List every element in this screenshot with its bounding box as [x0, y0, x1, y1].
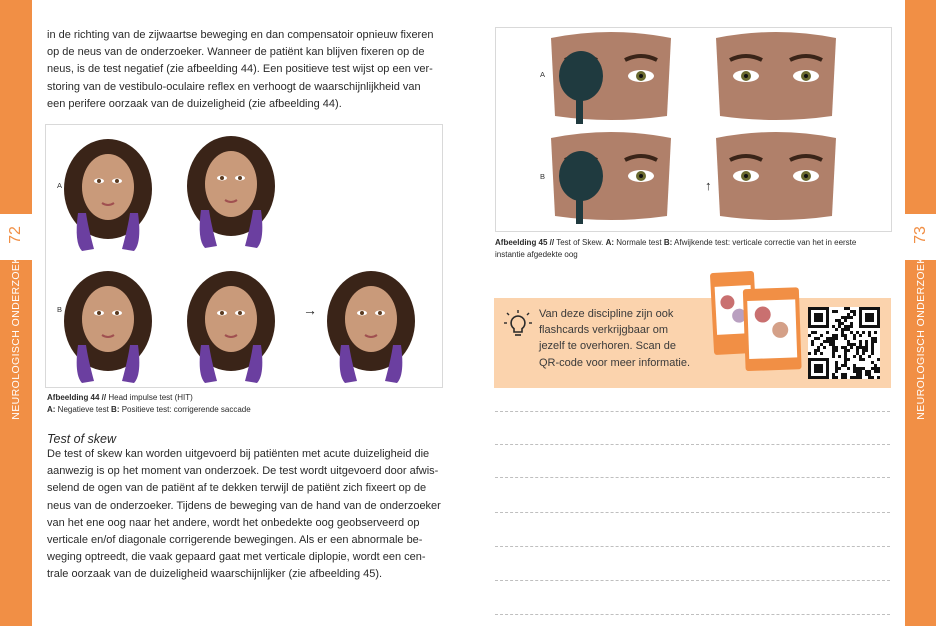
face-b1 — [64, 271, 152, 383]
eyes-b2 — [716, 132, 836, 220]
figure-44-caption: Afbeelding 44 // Head impulse test (HIT) A: Negatieve test B: Positieve test: corrigerende saccade — [47, 393, 251, 414]
left-side-bar — [0, 0, 32, 626]
qr-code[interactable] — [808, 307, 880, 379]
face-a1 — [64, 139, 152, 251]
figure-44-row-b-label: B — [57, 305, 63, 314]
figure-45-illustration — [496, 28, 891, 231]
face-a2 — [187, 136, 275, 248]
figure-45-row-a-label: A — [540, 70, 546, 79]
face-b2 — [187, 271, 275, 383]
figure-44-illustration — [46, 125, 442, 387]
figure-44-row-a-label: A — [57, 181, 63, 190]
note-line — [495, 411, 890, 412]
face-b3 — [327, 271, 415, 383]
chapter-tab-right: NEUROLOGISCH ONDERZOEK — [914, 256, 927, 420]
flashcards-info-text: Van deze discipline zijn ook flashcards verkrijgbaar om jezelf te overhoren. Scan de QR-code voor meer informatie. — [539, 308, 690, 369]
page-number-right: 73 — [911, 226, 929, 244]
flashcard-back — [743, 287, 802, 371]
figure-44-arrow: → — [303, 302, 317, 318]
note-line — [495, 477, 890, 478]
lightbulb-icon — [504, 310, 532, 338]
figure-45-caption: Afbeelding 45 // Test of Skew. A: Normale test B: Afwijkende test: verticale correctie van het in eerste instantie afgedekte oog — [495, 238, 857, 259]
eyes-a2 — [716, 32, 836, 120]
page-number-left: 72 — [6, 226, 24, 244]
section-heading: Test of skew — [47, 432, 117, 446]
figure-45-arrow: ↑ — [705, 178, 712, 193]
right-side-bar — [905, 0, 936, 626]
figure-45-test-of-skew — [495, 27, 892, 232]
note-line — [495, 614, 890, 615]
figure-44-head-impulse-test — [45, 124, 443, 388]
note-line — [495, 444, 890, 445]
figure-45-row-b-label: B — [540, 172, 546, 181]
flashcards-image — [708, 268, 804, 374]
note-line — [495, 546, 890, 547]
note-line — [495, 512, 890, 513]
intro-paragraph: in de richting van de zijwaartse beweging en dan compensatoir opnieuw fixeren op de neus van de onderzoeker. Wanneer de patiënt kan blijven fixeren op de neus, is de test negatief (zie afbeelding 44). Een positieve test wijst op een ver- storing van de vestibulo-oculaire reflex en verhoogt de waarschijnlijkheid van een perifere oorzaak van de duizeligheid (zie afbeelding 44). — [47, 29, 434, 110]
chapter-tab-left: NEUROLOGISCH ONDERZOEK — [10, 256, 22, 420]
note-line — [495, 580, 890, 581]
body-paragraph: De test of skew kan worden uitgevoerd bij patiënten met acute duizeligheid die aanwezig is op het moment van onderzoek. De test wordt uitgevoerd door afwis- selend de ogen van de patiënt af te dekken terwijl de patiënt zich fixeert op de neus van de onderzoeker. Tijdens de beweging van de hand van de onderzoeker van het ene oog naar het andere, wordt het onbedekte oog geobserveerd op verticale en/of diagonale corrigerende bewegingen. Als er een abnormale be- weging optreedt, die vaak gepaard gaat met verticale diplopie, wordt een cen- trale oorzaak van de duizeligheid waarschijnlijker (zie afbeelding 45). — [47, 448, 441, 581]
